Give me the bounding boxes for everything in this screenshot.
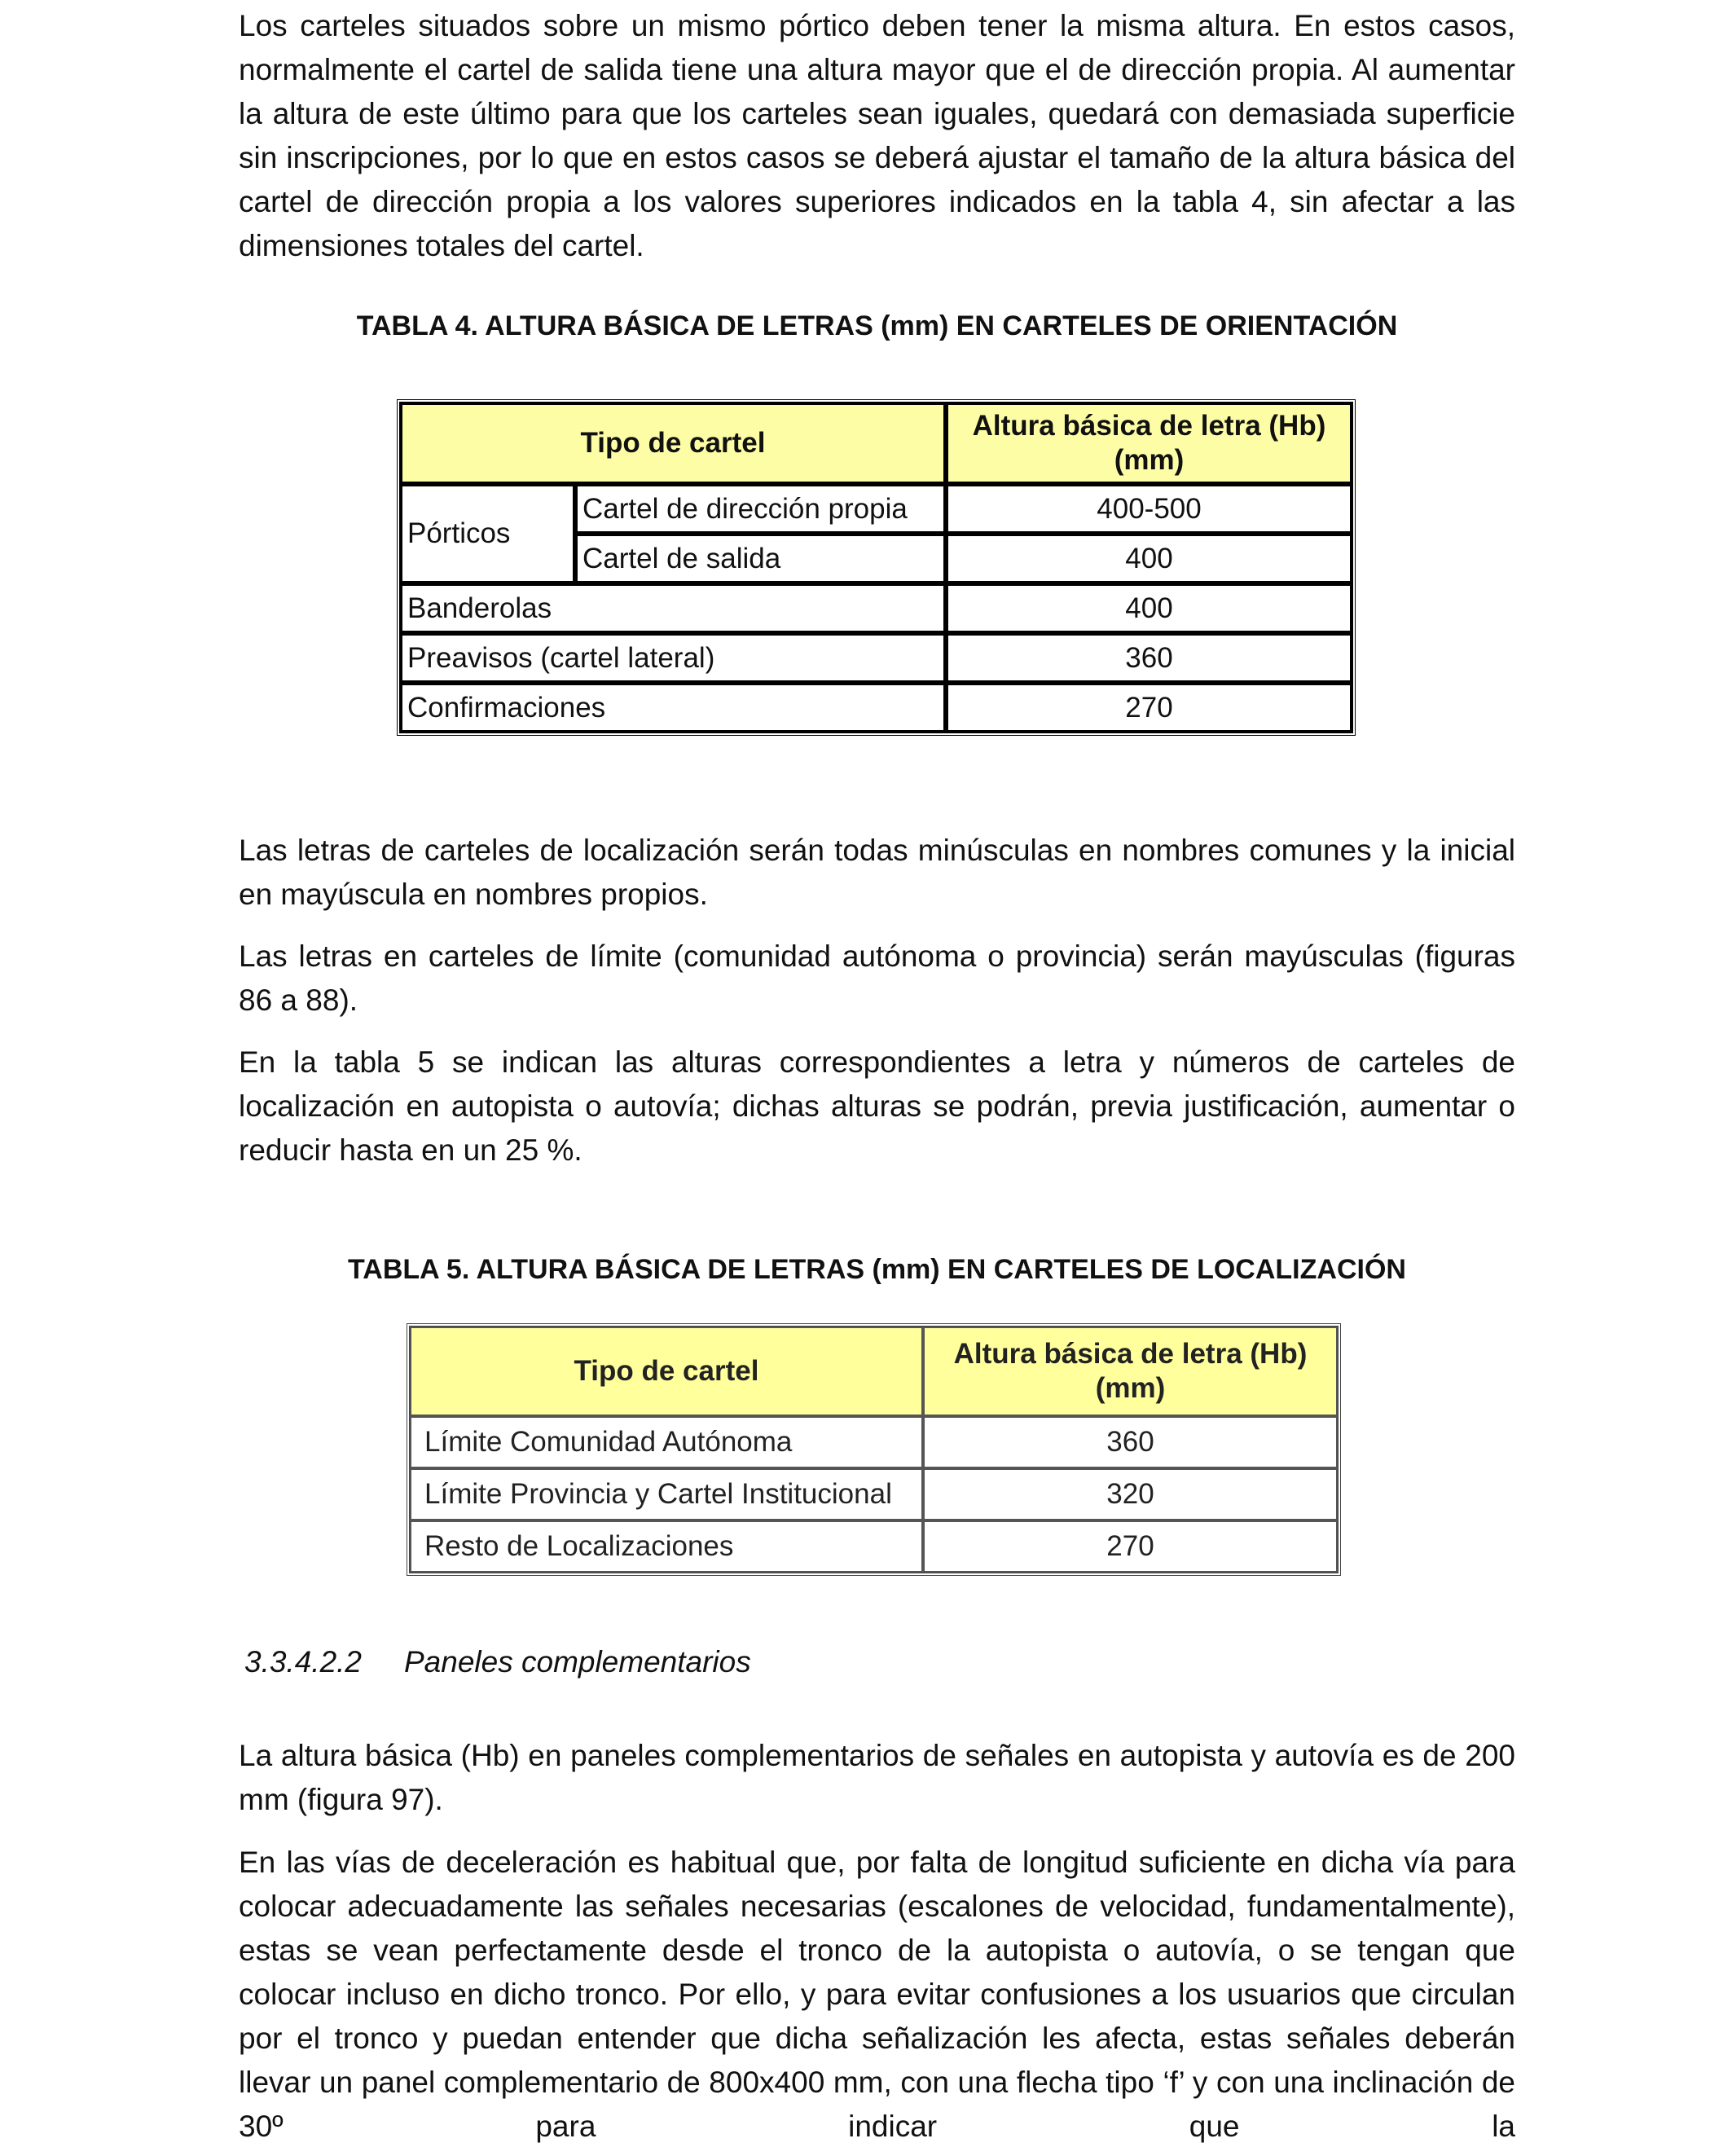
table5-header-type: Tipo de cartel bbox=[410, 1327, 923, 1416]
table5 bbox=[407, 1323, 1341, 1576]
table4-cell-label: Confirmaciones bbox=[400, 683, 946, 733]
table5-cell-value: 360 bbox=[923, 1416, 1338, 1468]
table-row bbox=[400, 683, 1352, 733]
table5-cell-label: Límite Comunidad Autónoma bbox=[410, 1416, 923, 1468]
table4-caption: TABLA 4. ALTURA BÁSICA DE LETRAS (mm) EN CARTELES DE ORIENTACIÓN bbox=[356, 310, 1398, 341]
table4-cell-value: 400 bbox=[946, 534, 1352, 583]
table5-cell-label: Límite Provincia y Cartel Institucional bbox=[410, 1468, 923, 1520]
table4-header-height: Altura básica de letra (Hb) (mm) bbox=[946, 403, 1352, 484]
table4-cell-label: Cartel de salida bbox=[575, 534, 946, 583]
table4-header-type: Tipo de cartel bbox=[400, 403, 946, 484]
table4-cell-label: Cartel de dirección propia bbox=[575, 484, 946, 534]
table-row bbox=[410, 1468, 1338, 1520]
table-row bbox=[400, 484, 1352, 534]
paragraph-paneles-hb: La altura básica (Hb) en paneles complementarios de señales en autopista y autovía es de 200 mm (figura 97). bbox=[239, 1739, 1515, 1816]
paragraph-table5-intro: En la tabla 5 se indican las alturas correspondientes a letra y números de carteles de localización en autopista o autovía; dichas alturas se podrán, previa justificación, aumentar o reducir hasta en un 25 %. bbox=[239, 1045, 1515, 1167]
table-row bbox=[410, 1416, 1338, 1468]
table4-cell-porticos: Pórticos bbox=[400, 484, 575, 583]
section-title: Paneles complementarios bbox=[404, 1645, 751, 1679]
table5-cell-value: 320 bbox=[923, 1468, 1338, 1520]
table4 bbox=[397, 399, 1356, 736]
table-row bbox=[400, 633, 1352, 683]
table5-header-height: Altura básica de letra (Hb) (mm) bbox=[923, 1327, 1338, 1416]
table4-cell-value: 360 bbox=[946, 633, 1352, 683]
paragraph-deceleracion: En las vías de deceleración es habitual que, por falta de longitud suficiente en dicha vía para colocar adecuadamente las señales necesarias (escalones de velocidad, fundamentalmente), estas se vean perfectamente desde el tronco de la autopista o autovía, o se tengan que colocar incluso en dicho tronco. Por ello, y para evitar confusiones a los usuarios que circulan por el tronco y puedan entender que dicha señalización les afecta, estas señales deberán llevar un panel complementario de 800x400 mm, con una flecha tipo ‘f’ y con una inclinación de 30º para indicar que la bbox=[239, 1846, 1515, 2143]
paragraph-localizacion-letters: Las letras de carteles de localización serán todas minúsculas en nombres comunes y la inicial en mayúscula en nombres propios. bbox=[239, 834, 1515, 911]
table4-cell-label: Preavisos (cartel lateral) bbox=[400, 633, 946, 683]
table5-cell-label: Resto de Localizaciones bbox=[410, 1520, 923, 1573]
table-row bbox=[410, 1520, 1338, 1573]
table-row bbox=[400, 583, 1352, 633]
table4-cell-value: 400-500 bbox=[946, 484, 1352, 534]
section-heading bbox=[244, 1644, 751, 1680]
table5-cell-value: 270 bbox=[923, 1520, 1338, 1573]
table5-header-row bbox=[410, 1327, 1338, 1416]
section-number: 3.3.4.2.2 bbox=[244, 1645, 363, 1679]
table4-cell-label: Banderolas bbox=[400, 583, 946, 633]
table4-cell-value: 400 bbox=[946, 583, 1352, 633]
table5-caption: TABLA 5. ALTURA BÁSICA DE LETRAS (mm) EN CARTELES DE LOCALIZACIÓN bbox=[348, 1254, 1406, 1285]
table4-header-row bbox=[400, 403, 1352, 484]
paragraph-limite-letters: Las letras en carteles de límite (comunidad autónoma o provincia) serán mayúsculas (figuras 86 a 88). bbox=[239, 939, 1515, 1017]
table4-cell-value: 270 bbox=[946, 683, 1352, 733]
paragraph-porticos-height: Los carteles situados sobre un mismo pórtico deben tener la misma altura. En estos casos, normalmente el cartel de salida tiene una altura mayor que el de dirección propia. Al aumentar la altura de este último para que los carteles sean iguales, quedará con demasiada superficie sin inscripciones, por lo que en estos casos se deberá ajustar el tamaño de la altura básica del cartel de dirección propia a los valores superiores indicados en la tabla 4, sin afectar a las dimensiones totales del cartel. bbox=[239, 9, 1515, 262]
